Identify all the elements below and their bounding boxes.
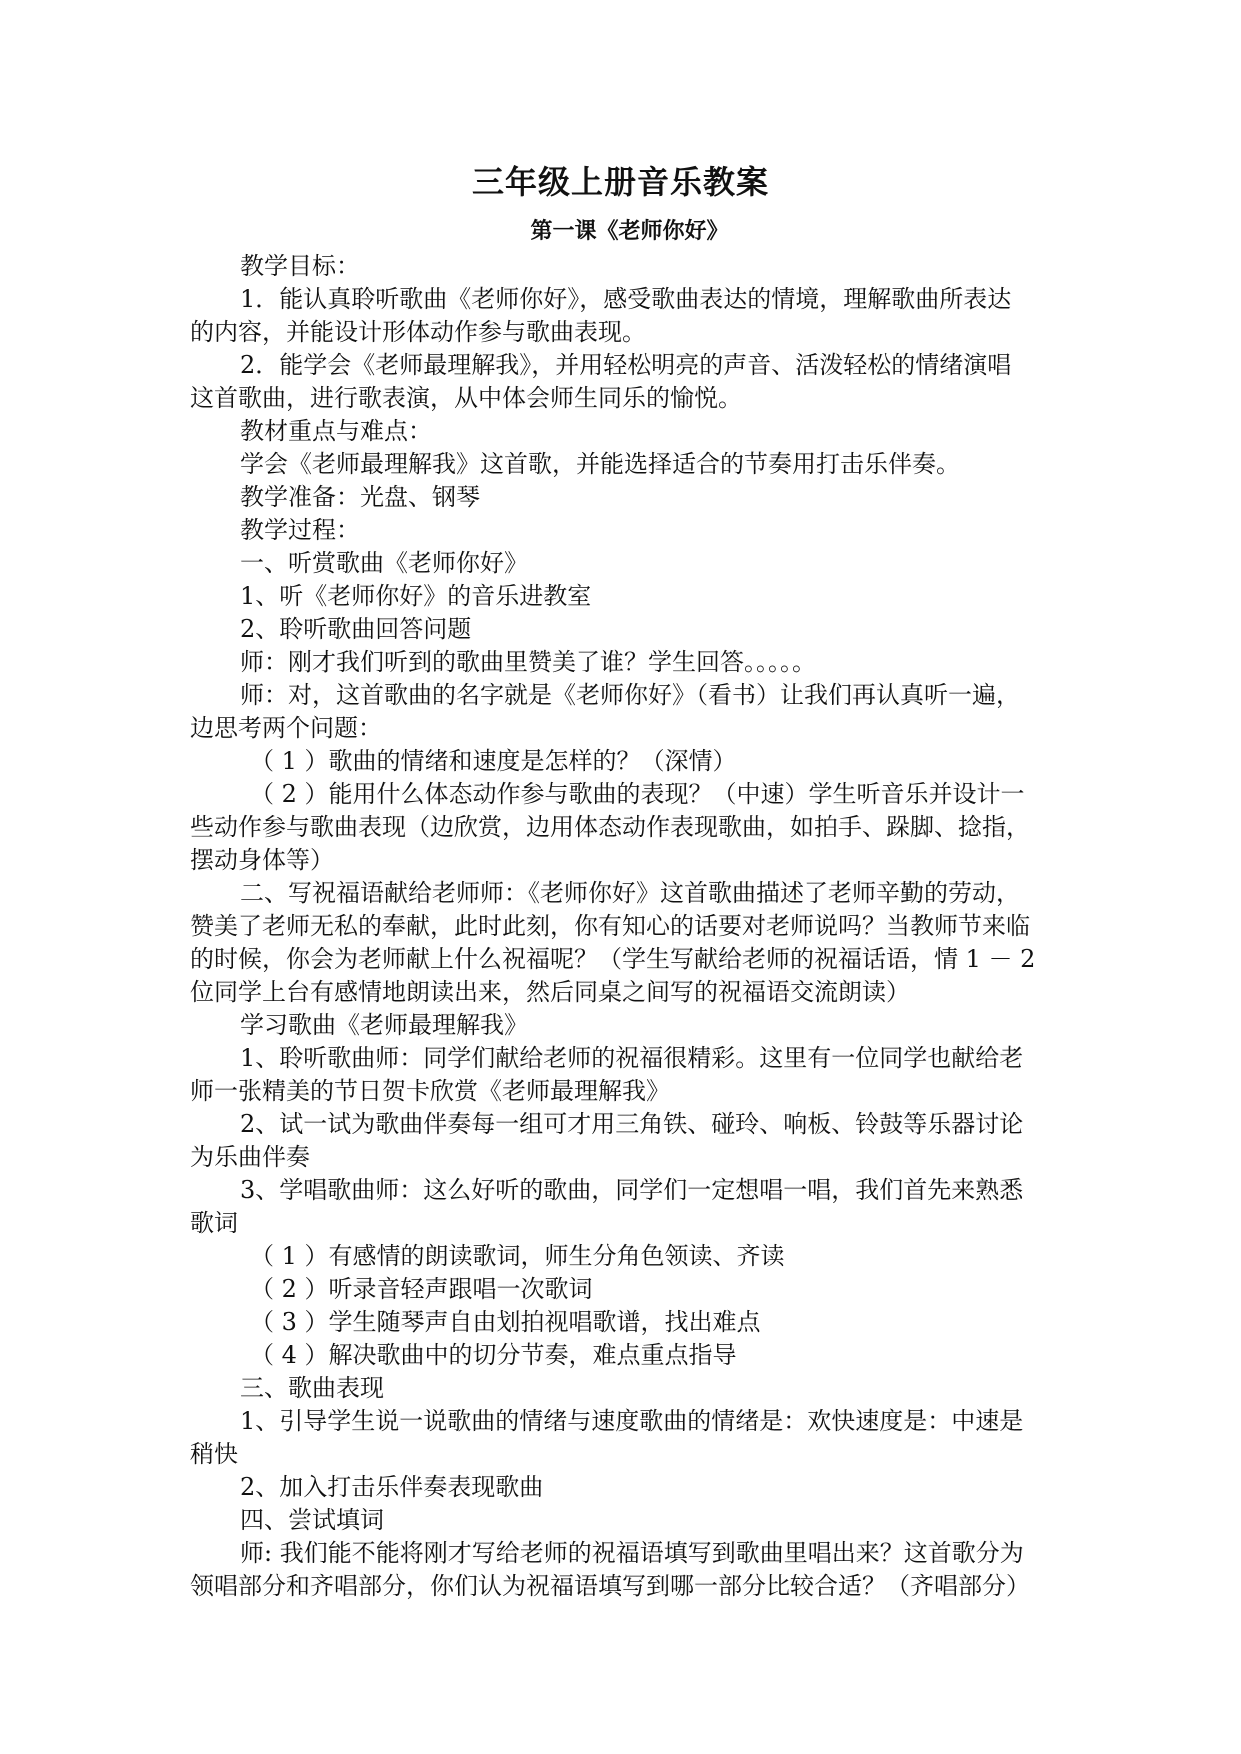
paragraph-line: 教学目标： xyxy=(240,252,360,280)
paragraph-line: （ 2 ）听录音轻声跟唱一次歌词 xyxy=(250,1275,593,1303)
paragraph-line: 四、尝试填词 xyxy=(240,1506,384,1534)
paragraph-line: 赞美了老师无私的奉献，此时此刻，你有知心的话要对老师说吗？当教师节来临 xyxy=(190,912,1030,940)
paragraph-line: 师一张精美的节日贺卡欣赏《老师最理解我》 xyxy=(190,1077,670,1105)
paragraph-line: 2、加入打击乐伴奏表现歌曲 xyxy=(240,1473,544,1501)
paragraph-line: 教学过程： xyxy=(240,516,360,544)
lesson-title: 第一课《老师你好》 xyxy=(530,218,729,244)
paragraph-line: （ 1 ）歌曲的情绪和速度是怎样的？（深情） xyxy=(250,747,737,775)
paragraph-line: 位同学上台有感情地朗读出来，然后同桌之间写的祝福语交流朗读） xyxy=(190,978,910,1006)
paragraph-line: （ 4 ）解决歌曲中的切分节奏，难点重点指导 xyxy=(250,1341,737,1369)
paragraph-line: 师: 我们能不能将刚才写给老师的祝福语填写到歌曲里唱出来？这首歌分为 xyxy=(240,1539,1024,1567)
paragraph-line: 一、听赏歌曲《老师你好》 xyxy=(240,549,528,577)
paragraph-line: 1、聆听歌曲师：同学们献给老师的祝福很精彩。这里有一位同学也献给老 xyxy=(240,1044,1024,1072)
paragraph-line: 些动作参与歌曲表现（边欣赏，边用体态动作表现歌曲，如拍手、跺脚、捻指， xyxy=(190,813,1030,841)
document-title: 三年级上册音乐教案 xyxy=(471,163,769,201)
document-body xyxy=(190,250,1058,1603)
paragraph-line: 1．能认真聆听歌曲《老师你好》，感受歌曲表达的情境，理解歌曲所表达 xyxy=(240,285,1012,313)
paragraph-line: 二、写祝福语献给老师师：《老师你好》这首歌曲描述了老师辛勤的劳动， xyxy=(240,879,1020,907)
paragraph-line: 稍快 xyxy=(190,1440,238,1468)
paragraph-line: （ 2 ）能用什么体态动作参与歌曲的表现？（中速）学生听音乐并设计一 xyxy=(250,780,1025,808)
paragraph-line: 的内容，并能设计形体动作参与歌曲表现。 xyxy=(190,318,646,346)
paragraph-line: 教材重点与难点： xyxy=(240,417,432,445)
paragraph-line: （ 3 ）学生随琴声自由划拍视唱歌谱，找出难点 xyxy=(250,1308,761,1336)
paragraph-line: 摆动身体等） xyxy=(190,846,334,874)
paragraph-line: 教学准备：光盘、钢琴 xyxy=(240,483,480,511)
paragraph-line: 这首歌曲，进行歌表演，从中体会师生同乐的愉悦。 xyxy=(190,384,742,412)
paragraph-line: 学会《老师最理解我》这首歌，并能选择适合的节奏用打击乐伴奏。 xyxy=(240,450,960,478)
paragraph-line: 师：刚才我们听到的歌曲里赞美了谁？学生回答。。。。。 xyxy=(240,648,816,676)
paragraph-line: 学习歌曲《老师最理解我》 xyxy=(240,1011,528,1039)
paragraph-line: 歌词 xyxy=(190,1209,238,1237)
paragraph-line: 2、聆听歌曲回答问题 xyxy=(240,615,472,643)
paragraph-line: （ 1 ）有感情的朗读歌词，师生分角色领读、齐读 xyxy=(250,1242,785,1270)
paragraph-line: 为乐曲伴奏 xyxy=(190,1143,310,1171)
paragraph-line: 的时候，你会为老师献上什么祝福呢？（学生写献给老师的祝福话语，情 1 － 2 xyxy=(190,945,1036,973)
paragraph-line: 1、引导学生说一说歌曲的情绪与速度歌曲的情绪是：欢快速度是：中速是 xyxy=(240,1407,1024,1435)
paragraph-line: 1、听《老师你好》的音乐进教室 xyxy=(240,582,592,610)
paragraph-line: 师：对，这首歌曲的名字就是《老师你好》（看书）让我们再认真听一遍， xyxy=(240,681,1020,709)
paragraph-line: 2．能学会《老师最理解我》，并用轻松明亮的声音、活泼轻松的情绪演唱 xyxy=(240,351,1012,379)
paragraph-line: 边思考两个问题： xyxy=(190,714,382,742)
paragraph-line: 3、学唱歌曲师：这么好听的歌曲，同学们一定想唱一唱，我们首先来熟悉 xyxy=(240,1176,1024,1204)
paragraph-line: 领唱部分和齐唱部分，你们认为祝福语填写到哪一部分比较合适？（齐唱部分） xyxy=(190,1572,1030,1600)
paragraph-line: 2、试一试为歌曲伴奏每一组可才用三角铁、碰玲、响板、铃鼓等乐器讨论 xyxy=(240,1110,1024,1138)
paragraph-line: 三、歌曲表现 xyxy=(240,1374,384,1402)
